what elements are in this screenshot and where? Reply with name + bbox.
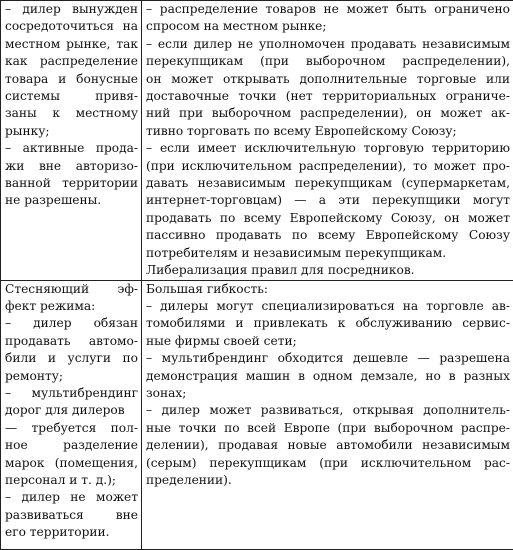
text-line: томобилями и привлекать к обслуживанию сервис- <box>146 315 510 332</box>
text-line: – дилер может развиваться, открывая дополнитель- <box>146 402 510 419</box>
table-cell-left <box>1 1 142 281</box>
table-row <box>1 1 513 281</box>
text-line: – дилер вынужден <box>5 1 138 18</box>
text-line: доставочные точки (нет территориальных ограниче- <box>146 88 510 105</box>
text-line: рынку; <box>5 123 138 140</box>
text-line: марок (помещения, <box>5 455 138 472</box>
table-cell-left <box>1 280 142 549</box>
text-line: персонал и т. д.); <box>5 472 138 489</box>
text-line: делении), продавая новые автомобили независимым <box>146 437 510 454</box>
text-line: ний при выборочном распределении), он может ак- <box>146 105 510 122</box>
table-row <box>1 280 513 549</box>
text-line: давать независимым перекупщикам (супермаркетам, <box>146 175 510 192</box>
text-line: — требуется пол- <box>5 420 138 437</box>
text-line: – мультибрендинг <box>5 385 138 402</box>
text-line: (серым) перекупщикам (при исключительном рас- <box>146 455 510 472</box>
text-line: – распределение товаров не может быть ограничено <box>146 1 510 18</box>
text-line: дорог для дилеров <box>5 402 138 419</box>
text-line: системы привя- <box>5 88 138 105</box>
text-line: ремонту; <box>5 368 138 385</box>
text-line: – мультибрендинг обходится дешевле — разрешена <box>146 350 510 367</box>
text-line: – если имеет исключительную торговую территорию <box>146 140 510 157</box>
text-line: заны к местному <box>5 105 138 122</box>
text-line: потребителям и независимым перекупщикам. <box>146 245 510 262</box>
text-line: сосредоточиться на <box>5 18 138 35</box>
text-line: Большая гибкость: <box>146 281 510 298</box>
table-cell-right <box>142 280 513 549</box>
text-line: как распределение <box>5 53 138 70</box>
text-line: ные точки по всей Европе (при выборочном распре- <box>146 420 510 437</box>
text-line: тивно торговать по всему Европейскому Союзу; <box>146 123 510 140</box>
text-line: ное разделение <box>5 437 138 454</box>
text-line: – если дилер не уполномочен продавать независимым <box>146 36 510 53</box>
text-line: местном рынке, так <box>5 36 138 53</box>
text-line: пассивно продавать по всему Европейскому Союзу <box>146 227 510 244</box>
text-line: продавать автомо- <box>5 333 138 350</box>
text-line: Либерализация правил для посредников. <box>146 262 510 279</box>
text-line: продавать по всему Европейскому Союзу, он может <box>146 210 510 227</box>
text-line: развиваться вне <box>5 507 138 524</box>
text-line: – активные прода- <box>5 140 138 157</box>
text-line: зонах; <box>146 385 510 402</box>
text-line: – дилеры могут специализироваться на торговле ав- <box>146 298 510 315</box>
text-line: – дилер не может <box>5 489 138 506</box>
text-line: перекупщикам (при выборочном распределении), <box>146 53 510 70</box>
text-line: жи вне авторизо- <box>5 158 138 175</box>
text-line: не разрешены. <box>5 192 138 209</box>
text-line: фект режима: <box>5 298 138 315</box>
text-line: Стесняющий эф- <box>5 281 138 298</box>
text-line: ные фирмы своей сети; <box>146 333 510 350</box>
text-line: (при исключительном распределении), то может про- <box>146 158 510 175</box>
text-line: спросом на местном рынке; <box>146 18 510 35</box>
text-line: – дилер обязан <box>5 315 138 332</box>
text-line: товара и бонусные <box>5 71 138 88</box>
text-line: били и услуги по <box>5 350 138 367</box>
text-line: ванной территории <box>5 175 138 192</box>
text-line: демонстрация машин в одном демзале, но в разных <box>146 368 510 385</box>
text-line: его территории. <box>5 524 138 541</box>
text-line: он может открывать дополнительные торговые или <box>146 71 510 88</box>
text-line: пределении). <box>146 472 510 489</box>
table-cell-right <box>142 1 513 281</box>
text-line: интернет-торговцам) — а эти перекупщики могут <box>146 192 510 209</box>
